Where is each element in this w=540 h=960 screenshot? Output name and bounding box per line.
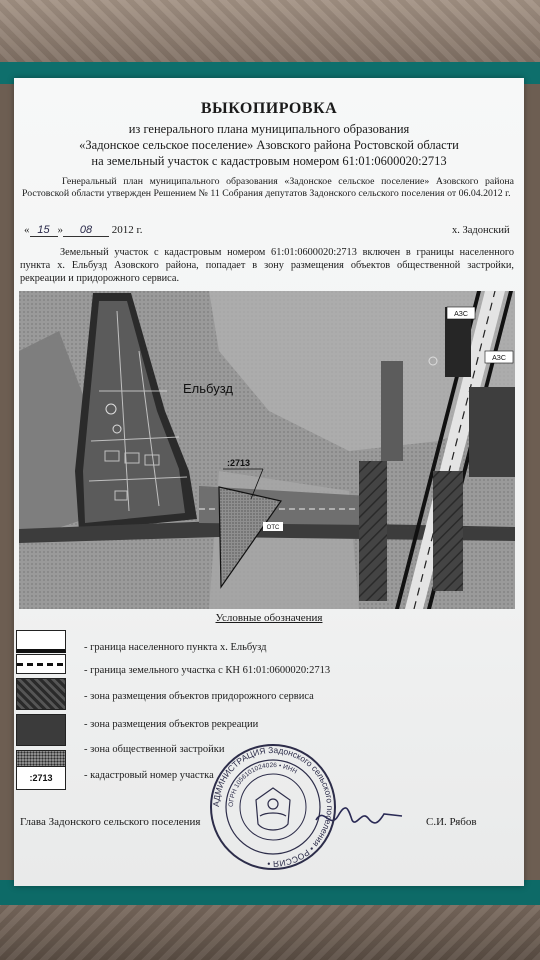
official-stamp <box>208 742 338 872</box>
map-station-label-2: АЗС <box>492 355 506 362</box>
map-settlement-label: Ельбузд <box>183 381 233 396</box>
document-title: ВЫКОПИРОВКА <box>200 100 338 117</box>
legend-swatch-roadside-service <box>16 678 66 710</box>
subtitle-line-1: из генерального плана муниципального образования <box>128 122 410 136</box>
map-parcel-label: :2713 <box>227 458 251 468</box>
legend-swatch-settlement-boundary <box>16 630 66 653</box>
legend-label-cadastral-number: - кадастровый номер участка <box>84 770 214 781</box>
carpet-background-top <box>0 0 540 70</box>
legend-swatch-recreation <box>16 714 66 746</box>
legend-label-recreation: - зона размещения объектов рекреации <box>84 719 259 730</box>
date-year: 2012 г. <box>111 224 143 236</box>
map-small-label: ОТС <box>266 525 280 531</box>
cadastral-map <box>19 291 515 609</box>
place-name: х. Задонский <box>452 225 510 236</box>
date-day: 15 <box>30 224 58 237</box>
date-month: 08 <box>63 224 109 237</box>
signature-position: Глава Задонского сельского поселения <box>20 816 201 828</box>
map-station-label-1: АЗС <box>454 311 468 318</box>
stamp-emblem-icon <box>256 788 290 830</box>
legend-title: Условные обозначения <box>215 612 323 624</box>
legend-swatches <box>14 630 66 770</box>
carpet-background-bottom <box>0 905 540 960</box>
legend-swatch-parcel-boundary <box>16 654 66 674</box>
stamp-inner-text: ОГРН 1056101024026 • ИНН <box>227 761 299 808</box>
signature-name: С.И. Рябов <box>426 816 477 828</box>
subtitle-line-2: «Задонское сельское поселение» Азовского района Ростовской области <box>79 138 459 152</box>
subtitle-line-3: на земельный участок с кадастровым номером 61:01:0600020:2713 <box>91 154 447 168</box>
approval-paragraph: Генеральный план муниципального образования «Задонское сельское поселение» Азовского района Ростовской области утвержден Решением № 11 Собрания депутатов Задонского сельского поселения от 06.04.2012 г. <box>22 176 514 199</box>
legend-label-parcel-boundary: - граница земельного участка с КН 61:01:0600020:2713 <box>84 665 331 676</box>
legend-swatch-cadastral-code: :2713 <box>16 766 66 790</box>
document-date: « 15 » 08 2012 г. <box>24 224 143 236</box>
legend-label-roadside-service: - зона размещения объектов придорожного сервиса <box>84 691 314 702</box>
legend-label-public-buildings: - зона общественной застройки <box>84 744 225 755</box>
stamp-outer-text: АДМИНИСТРАЦИЯ Задонского сельского поселения • РОССИЯ • <box>210 744 336 870</box>
legend-label-settlement-boundary: - граница населенного пункта х. Ельбузд <box>84 642 267 653</box>
document-sheet <box>14 78 524 886</box>
body-paragraph: Земельный участок с кадастровым номером 61:01:0600020:2713 включен в границы населенного пункта х. Ельбузд Азовского района, попадает в зону размещения объектов общественной застройки, рекреации и придорожного сервиса. <box>20 247 514 284</box>
